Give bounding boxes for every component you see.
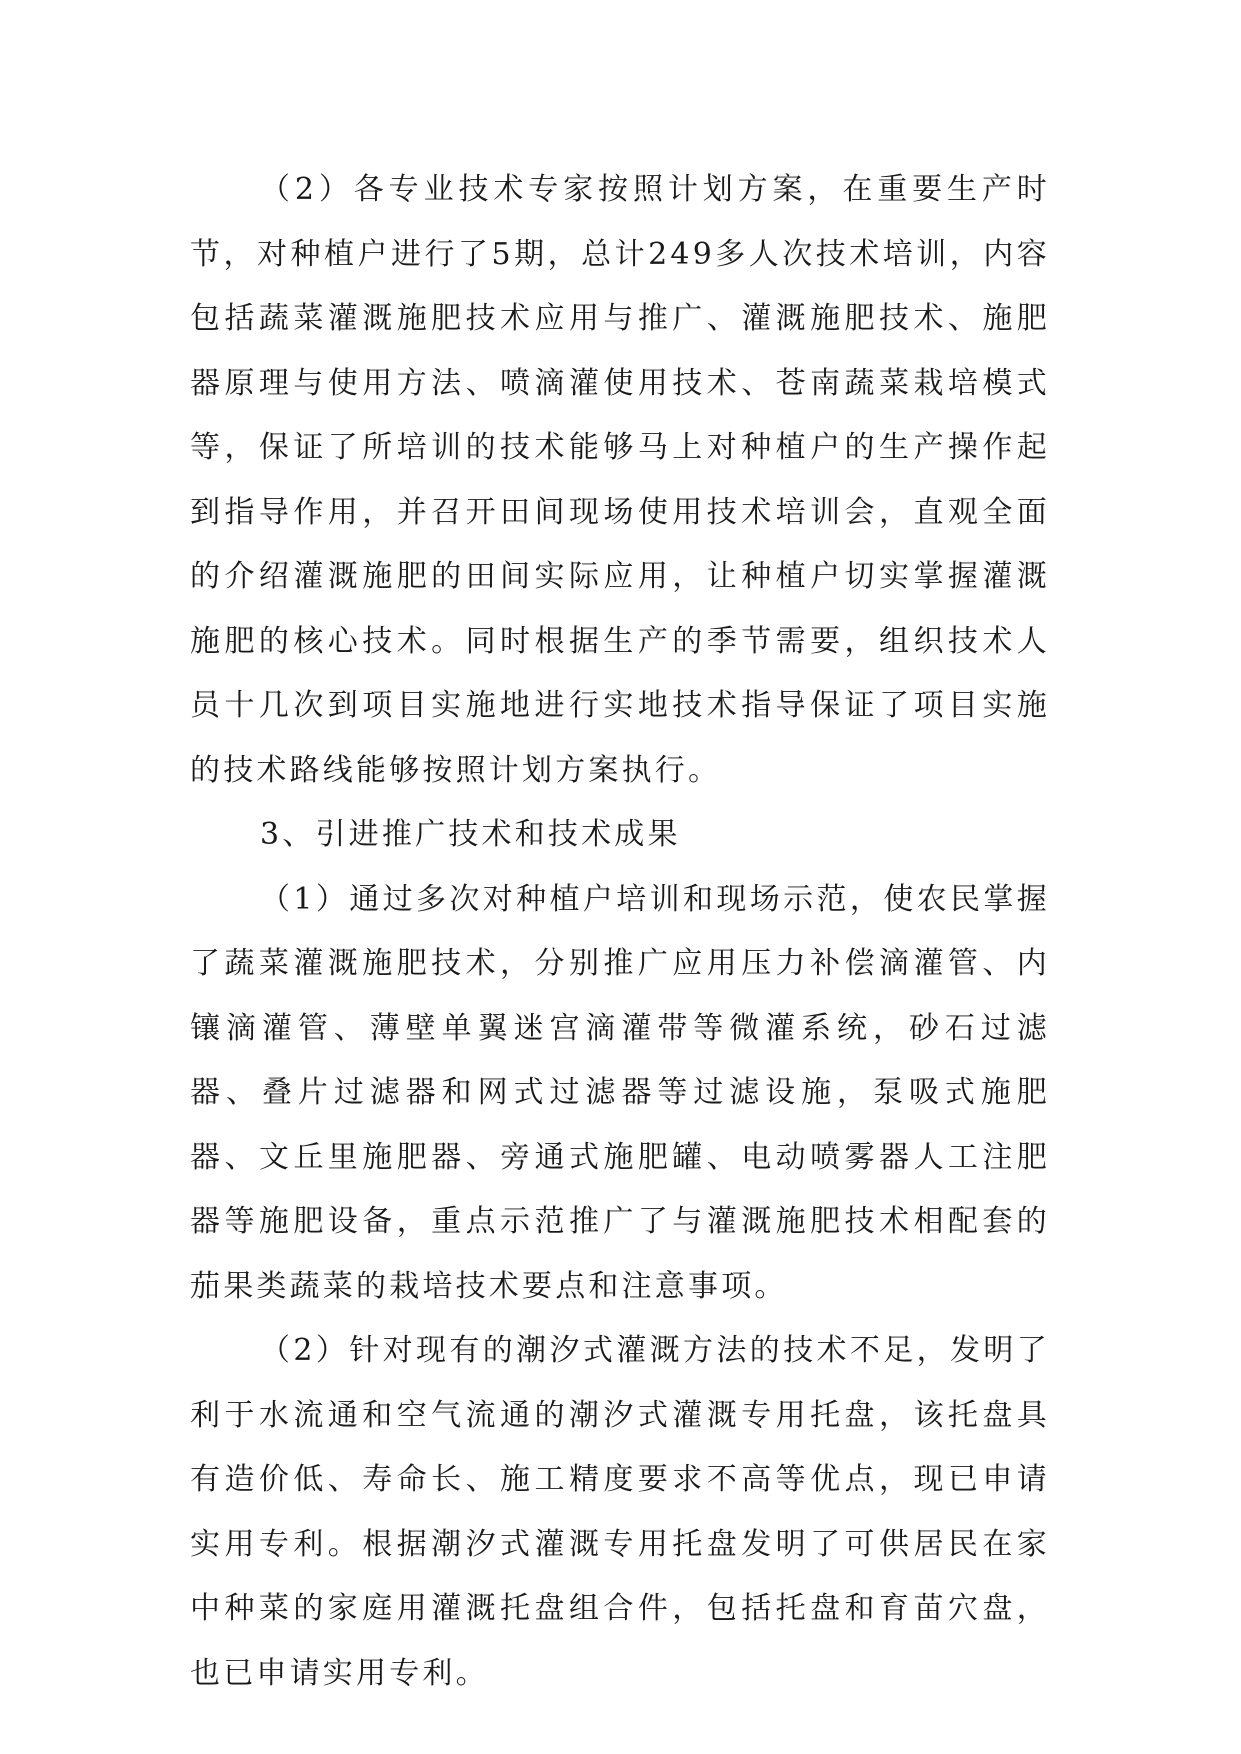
section-heading-technology-promotion: 3、引进推广技术和技术成果 (260, 817, 681, 852)
paragraph-tidal-irrigation-patent: （2）针对现有的潮汐式灌溉方法的技术不足，发明了利于水流通和空气流通的潮汐式灌溉专用托盘，该托盘具有造价低、寿命长、施工精度要求不高等优点，现已申请实用专利。根据潮汐式灌溉专用托盘发明了可供居民在家中种菜的家庭用灌溉托盘组合件，包括托盘和育苗穴盘，也已申请实用专利。 (190, 1333, 1050, 1691)
document-body (190, 158, 1050, 1706)
paragraph-irrigation-equipment: （1）通过多次对种植户培训和现场示范，使农民掌握了蔬菜灌溉施肥技术，分别推广应用压力补偿滴灌管、内镶滴灌管、薄壁单翼迷宫滴灌带等微灌系统，砂石过滤器、叠片过滤器和网式过滤器等过滤设施，泵吸式施肥器、文丘里施肥器、旁通式施肥罐、电动喷雾器人工注肥器等施肥设备，重点示范推广了与灌溉施肥技术相配套的茄果类蔬菜的栽培技术要点和注意事项。 (190, 881, 1050, 1304)
paragraph-training-sessions: （2）各专业技术专家按照计划方案，在重要生产时节，对种植户进行了5期，总计249多人次技术培训，内容包括蔬菜灌溉施肥技术应用与推广、灌溉施肥技术、施肥器原理与使用方法、喷滴灌使用技术、苍南蔬菜栽培模式等，保证了所培训的技术能够马上对种植户的生产操作起到指导作用，并召开田间现场使用技术培训会，直观全面的介绍灌溉施肥的田间实际应用，让种植户切实掌握灌溉施肥的核心技术。同时根据生产的季节需要，组织技术人员十几次到项目实施地进行实地技术指导保证了项目实施的技术路线能够按照计划方案执行。 (190, 172, 1050, 788)
